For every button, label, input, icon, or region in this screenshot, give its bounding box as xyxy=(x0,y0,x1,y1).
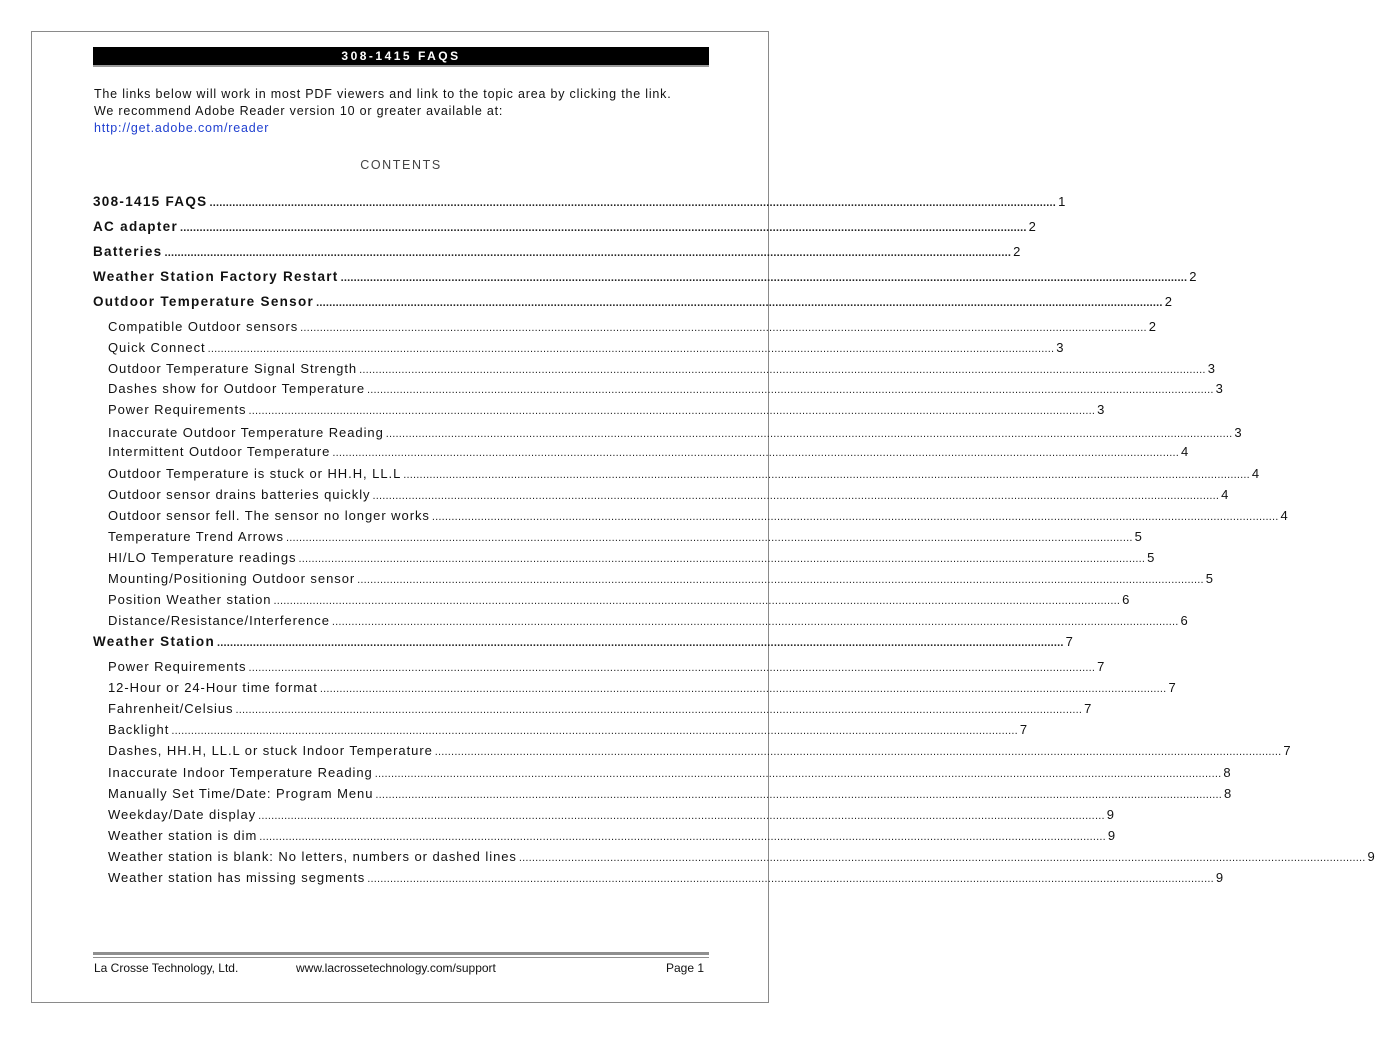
toc-dot-leader: .................................................................................................................................................................................................................................................................... xyxy=(300,322,1147,334)
toc-entry[interactable] xyxy=(108,550,1155,565)
toc-entry-title[interactable]: Weather station is dim xyxy=(108,828,258,843)
toc-entry[interactable] xyxy=(108,659,1105,674)
toc-dot-leader: .................................................................................................................................................................................................................................................................... xyxy=(403,469,1250,481)
toc-entry[interactable] xyxy=(108,849,1375,864)
toc-entry[interactable] xyxy=(108,444,1189,459)
toc-dot-leader: .................................................................................................................................................................................................................................................................... xyxy=(180,222,1027,234)
toc-entry-page[interactable]: 4 xyxy=(1251,466,1260,481)
toc-entry-page[interactable]: 2 xyxy=(1164,294,1172,309)
toc-entry-page[interactable]: 3 xyxy=(1097,402,1105,417)
toc-entry-page[interactable]: 2 xyxy=(1028,219,1036,234)
toc-dot-leader: .................................................................................................................................................................................................................................................................... xyxy=(375,789,1223,801)
toc-entry[interactable] xyxy=(108,592,1130,607)
toc-dot-leader: .................................................................................................................................................................................................................................................................... xyxy=(359,364,1206,376)
toc-entry-page[interactable]: 4 xyxy=(1180,444,1189,459)
toc-entry-title[interactable]: Weather Station xyxy=(93,634,216,649)
toc-entry-title[interactable]: Manually Set Time/Date: Program Menu xyxy=(108,786,374,801)
toc-dot-leader: .................................................................................................................................................................................................................................................................... xyxy=(273,595,1121,607)
toc-entry-page[interactable]: 9 xyxy=(1215,870,1224,885)
intro-text xyxy=(94,86,714,137)
toc-entry-title[interactable]: 12-Hour or 24-Hour time format xyxy=(108,680,318,695)
toc-entry[interactable] xyxy=(108,381,1223,396)
toc-entry[interactable] xyxy=(108,487,1229,502)
toc-entry[interactable] xyxy=(93,244,1021,259)
toc-entry-title[interactable]: Outdoor sensor fell. The sensor no longer works xyxy=(108,508,430,523)
toc-entry-page[interactable]: 5 xyxy=(1147,550,1155,565)
footer-divider-thin xyxy=(93,957,709,958)
toc-dot-leader: .................................................................................................................................................................................................................................................................... xyxy=(259,831,1106,843)
toc-dot-leader: .................................................................................................................................................................................................................................................................... xyxy=(209,197,1057,209)
toc-entry-page[interactable]: 5 xyxy=(1134,529,1142,544)
toc-entry[interactable] xyxy=(108,807,1114,822)
toc-entry-title[interactable]: Dashes, HH.H, LL.L or stuck Indoor Temperature xyxy=(108,743,433,758)
toc-dot-leader: .................................................................................................................................................................................................................................................................... xyxy=(248,405,1096,417)
toc-entry-title[interactable]: HI/LO Temperature readings xyxy=(108,550,297,565)
toc-entry-page[interactable]: 4 xyxy=(1280,508,1288,523)
toc-entry-title[interactable]: Inaccurate Outdoor Temperature Reading xyxy=(108,425,384,440)
footer-website[interactable]: www.lacrossetechnology.com/support xyxy=(296,961,496,975)
toc-entry-title[interactable]: Temperature Trend Arrows xyxy=(108,529,284,544)
toc-entry[interactable] xyxy=(108,680,1176,695)
toc-dot-leader: .................................................................................................................................................................................................................................................................... xyxy=(332,447,1179,459)
toc-dot-leader: .................................................................................................................................................................................................................................................................... xyxy=(316,297,1163,309)
toc-entry-page[interactable]: 6 xyxy=(1122,592,1130,607)
toc-dot-leader: .................................................................................................................................................................................................................................................................... xyxy=(340,272,1188,284)
toc-entry-title[interactable]: Quick Connect xyxy=(108,340,206,355)
footer-company: La Crosse Technology, Ltd. xyxy=(94,961,239,975)
footer-page-number: Page 1 xyxy=(666,961,705,975)
toc-entry-title[interactable]: Dashes show for Outdoor Temperature xyxy=(108,381,366,396)
toc-entry-page[interactable]: 6 xyxy=(1180,613,1188,628)
toc-entry-page[interactable]: 7 xyxy=(1019,722,1028,737)
toc-entry-title[interactable]: Weather Station Factory Restart xyxy=(93,269,339,284)
toc-entry-title[interactable]: Compatible Outdoor sensors xyxy=(108,319,299,334)
toc-entry-title[interactable]: Backlight xyxy=(108,722,170,737)
toc-entry[interactable] xyxy=(108,765,1231,780)
toc-dot-leader: .................................................................................................................................................................................................................................................................... xyxy=(248,662,1096,674)
toc-entry-title[interactable]: Outdoor Temperature Sensor xyxy=(93,294,315,309)
toc-entry-page[interactable]: 2 xyxy=(1013,244,1021,259)
toc-entry-page[interactable]: 7 xyxy=(1168,680,1176,695)
intro-line-2: We recommend Adobe Reader version 10 or greater available at: xyxy=(94,104,504,118)
toc-entry-title[interactable]: Weekday/Date display xyxy=(108,807,257,822)
toc-entry-page[interactable]: 9 xyxy=(1107,828,1116,843)
toc-entry-page[interactable]: 7 xyxy=(1065,634,1073,649)
toc-entry[interactable] xyxy=(108,529,1142,544)
footer-divider xyxy=(93,952,709,955)
toc-entry[interactable] xyxy=(108,571,1213,586)
toc-entry[interactable] xyxy=(93,194,1066,209)
toc-entry-page[interactable]: 5 xyxy=(1205,571,1213,586)
toc-entry-title[interactable]: AC adapter xyxy=(93,219,179,234)
toc-entry-title[interactable]: Distance/Resistance/Interference xyxy=(108,613,330,628)
toc-entry-title[interactable]: Outdoor sensor drains batteries quickly xyxy=(108,487,371,502)
toc-dot-leader: .................................................................................................................................................................................................................................................................... xyxy=(372,490,1220,502)
toc-entry[interactable] xyxy=(108,828,1116,843)
toc-entry-page[interactable]: 8 xyxy=(1224,786,1232,801)
toc-dot-leader: .................................................................................................................................................................................................................................................................... xyxy=(434,746,1282,758)
toc-dot-leader: .................................................................................................................................................................................................................................................................... xyxy=(385,428,1233,440)
toc-entry[interactable] xyxy=(108,701,1092,716)
toc-entry[interactable] xyxy=(93,269,1197,284)
toc-entry[interactable] xyxy=(108,743,1291,758)
toc-entry-title[interactable]: Weather station is blank: No letters, numbers or dashed lines xyxy=(108,849,517,864)
toc-entry[interactable] xyxy=(108,613,1188,628)
toc-entry-page[interactable]: 9 xyxy=(1106,807,1114,822)
toc-dot-leader: .................................................................................................................................................................................................................................................................... xyxy=(518,852,1366,864)
toc-dot-leader: .................................................................................................................................................................................................................................................................... xyxy=(235,704,1083,716)
toc-entry-title[interactable]: Weather station has missing segments xyxy=(108,870,366,885)
toc-entry[interactable] xyxy=(108,466,1260,481)
toc-entry[interactable] xyxy=(108,508,1288,523)
toc-dot-leader: .................................................................................................................................................................................................................................................................... xyxy=(319,683,1167,695)
toc-entry[interactable] xyxy=(108,319,1157,334)
toc-entry[interactable] xyxy=(108,361,1215,376)
toc-dot-leader: .................................................................................................................................................................................................................................................................... xyxy=(367,873,1214,885)
toc-entry-title[interactable]: Position Weather station xyxy=(108,592,272,607)
toc-entry-page[interactable]: 1 xyxy=(1058,194,1066,209)
adobe-reader-link[interactable]: http://get.adobe.com/reader xyxy=(94,121,270,135)
toc-dot-leader: .................................................................................................................................................................................................................................................................... xyxy=(331,616,1179,628)
toc-entry[interactable] xyxy=(108,786,1232,801)
toc-dot-leader: .................................................................................................................................................................................................................................................................... xyxy=(374,768,1222,780)
toc-dot-leader: .................................................................................................................................................................................................................................................................... xyxy=(357,574,1204,586)
toc-dot-leader: .................................................................................................................................................................................................................................................................... xyxy=(367,384,1214,396)
toc-dot-leader: .................................................................................................................................................................................................................................................................... xyxy=(217,637,1064,649)
toc-entry-title[interactable]: Intermittent Outdoor Temperature xyxy=(108,444,331,459)
toc-entry-page[interactable]: 9 xyxy=(1367,849,1375,864)
toc-entry-title[interactable]: Power Requirements xyxy=(108,659,247,674)
toc-entry-title[interactable]: Fahrenheit/Celsius xyxy=(108,701,234,716)
document-title: 308-1415 FAQS xyxy=(93,47,709,65)
toc-entry[interactable] xyxy=(93,294,1172,309)
toc-dot-leader: .................................................................................................................................................................................................................................................................... xyxy=(285,532,1133,544)
toc-entry-title[interactable]: 308-1415 FAQS xyxy=(93,194,208,209)
toc-entry[interactable] xyxy=(108,340,1064,355)
intro-line-1: The links below will work in most PDF viewers and link to the topic area by clicking the link. xyxy=(94,87,672,101)
toc-dot-leader: .................................................................................................................................................................................................................................................................... xyxy=(258,810,1105,822)
toc-entry-page[interactable]: 7 xyxy=(1097,659,1105,674)
toc-entry-title[interactable]: Inaccurate Indoor Temperature Reading xyxy=(108,765,373,780)
toc-entry-page[interactable]: 2 xyxy=(1189,269,1197,284)
toc-entry-page[interactable]: 3 xyxy=(1215,381,1223,396)
toc-entry-page[interactable]: 8 xyxy=(1223,765,1231,780)
toc-entry[interactable] xyxy=(108,870,1224,885)
toc-entry[interactable] xyxy=(93,634,1073,649)
toc-entry-page[interactable]: 7 xyxy=(1084,701,1092,716)
toc-dot-leader: .................................................................................................................................................................................................................................................................... xyxy=(298,553,1146,565)
toc-entry-title[interactable]: Power Requirements xyxy=(108,402,247,417)
title-divider xyxy=(93,65,709,67)
toc-entry-page[interactable]: 3 xyxy=(1234,425,1242,440)
toc-dot-leader: .................................................................................................................................................................................................................................................................... xyxy=(207,343,1055,355)
toc-entry-page[interactable]: 4 xyxy=(1221,487,1229,502)
toc-entry-title[interactable]: Outdoor Temperature is stuck or HH.H, LL.L xyxy=(108,466,402,481)
toc-entry-page[interactable]: 2 xyxy=(1148,319,1157,334)
toc-entry-title[interactable]: Batteries xyxy=(93,244,163,259)
toc-entry-page[interactable]: 3 xyxy=(1207,361,1215,376)
toc-entry[interactable] xyxy=(108,402,1105,417)
toc-dot-leader: .................................................................................................................................................................................................................................................................... xyxy=(171,725,1018,737)
toc-entry-title[interactable]: Outdoor Temperature Signal Strength xyxy=(108,361,358,376)
toc-entry[interactable] xyxy=(108,722,1028,737)
toc-entry[interactable] xyxy=(93,219,1036,234)
toc-entry-title[interactable]: Mounting/Positioning Outdoor sensor xyxy=(108,571,356,586)
toc-dot-leader: .................................................................................................................................................................................................................................................................... xyxy=(164,247,1012,259)
toc-entry-page[interactable]: 3 xyxy=(1056,340,1064,355)
toc-entry[interactable] xyxy=(108,425,1242,440)
toc-dot-leader: .................................................................................................................................................................................................................................................................... xyxy=(431,511,1279,523)
contents-heading: CONTENTS xyxy=(360,158,442,172)
toc-entry-page[interactable]: 7 xyxy=(1283,743,1291,758)
